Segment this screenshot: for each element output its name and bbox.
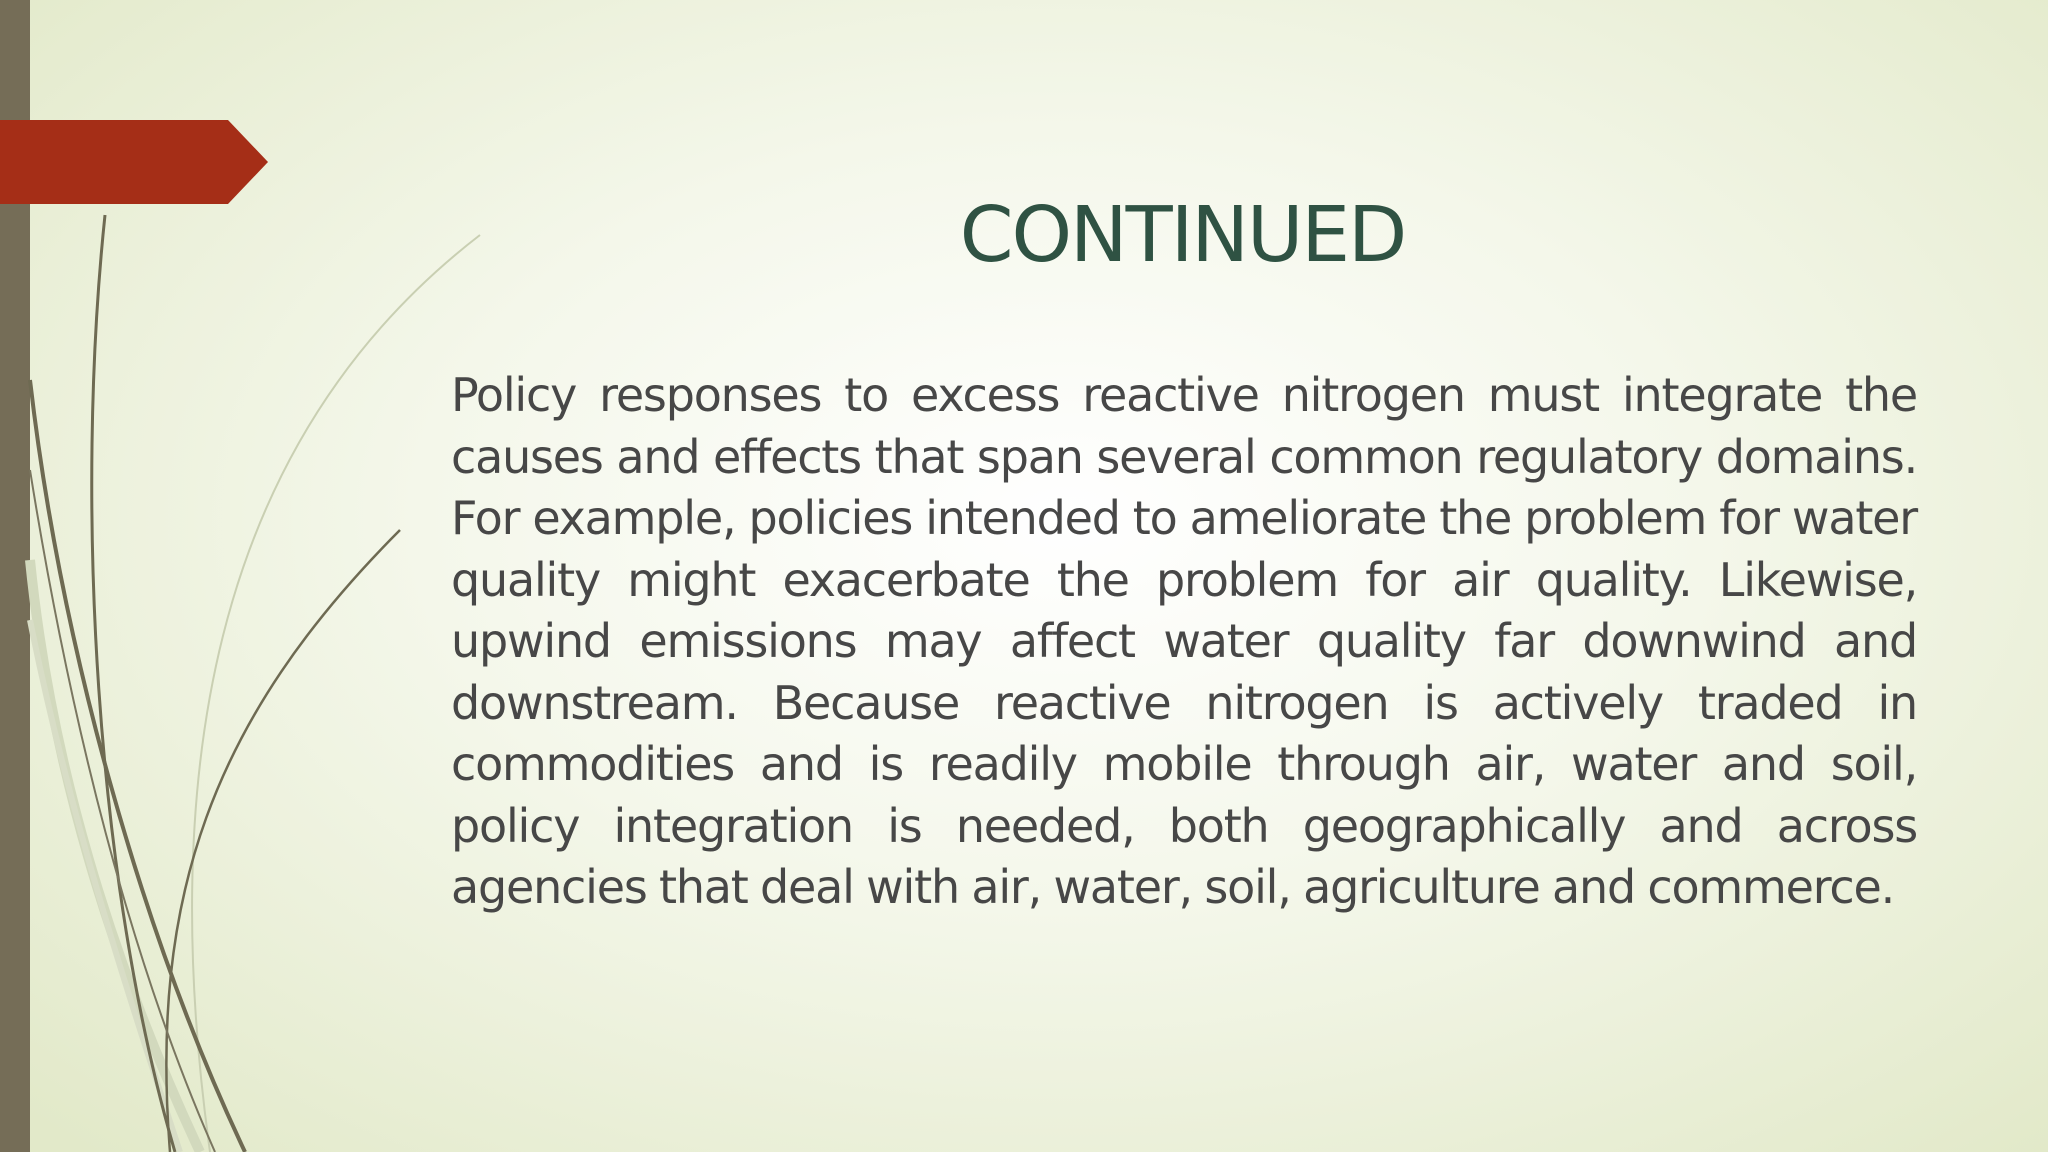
slide-title: CONTINUED	[959, 191, 1406, 280]
arrow-tab-icon	[0, 120, 268, 204]
slide-body-text: Policy responses to excess reactive nitrogen must integrate the causes and effects that span several common regulatory domains. For example, policies intended to ameliorate the problem for water quality might exacerbate the problem for air quality. Likewise, upwind emissions may affect water quality far downwind and downstream. Because reactive nitrogen is actively traded in commodities and is readily mobile through air, water and soil, policy integration is needed, both geographically and across agencies that deal with air, water, soil, agriculture and commerce.	[451, 368, 1917, 914]
grass-curve-dark-4	[30, 470, 215, 1152]
grass-curve-faint-1	[192, 235, 480, 1152]
grass-curve-dark-3	[166, 530, 400, 1152]
